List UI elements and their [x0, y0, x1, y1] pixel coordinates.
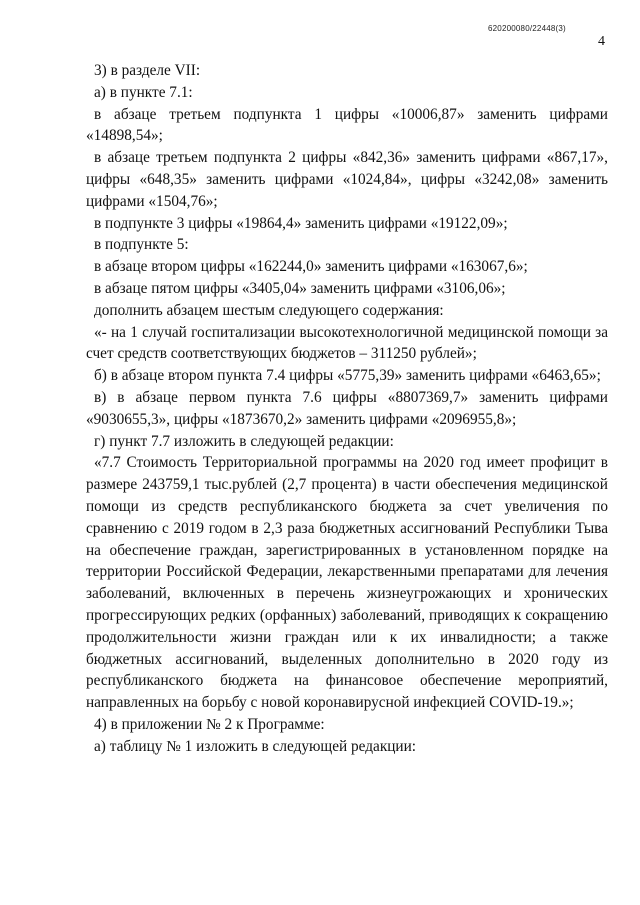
document-code: 620200080/22448(3)	[488, 24, 566, 33]
paragraph: в подпункте 3 цифры «19864,4» заменить цифрами «19122,09»;	[94, 214, 508, 232]
paragraph-item-a: а) в пункте 7.1:	[94, 83, 193, 101]
paragraph-item-b: б) в абзаце втором пункта 7.4 цифры «5775,39» заменить цифрами «6463,65»;	[94, 367, 601, 385]
paragraph: дополнить абзацем шестым следующего содержания:	[94, 301, 444, 319]
paragraph: в абзаце третьем подпункта 2 цифры «842,36» заменить цифрами «867,17», цифры «648,35» заменить цифрами «1024,84», цифры «3242,08» заменить цифрами «1504,76»;	[86, 149, 608, 210]
paragraph-quote-7-7: «7.7 Стоимость Территориальной программы на 2020 год имеет профицит в размере 243759,1 тыс.рублей (2,7 процента) в части обеспечения медицинской помощи из средств республиканского бюджета за счет увеличения по сравнению с 2019 годом в 2,3 раза бюджетных ассигнований Республики Тыва на обеспечение граждан, зарегистрированных в установленном порядке на территории Российской Федерации, лекарственными препаратами для лечения заболеваний, включенных в перечень жизнеугрожающих и хронических прогрессирующих редких (орфанных) заболеваний, приводящих к сокращению продолжительности жизни граждан или к их инвалидности; а также бюджетных ассигнований, выделенных дополнительно в 2020 году из республиканского бюджета на финансовое обеспечение мероприятий, направленных на борьбу с новой коронавирусной инфекцией COVID-19.»;	[86, 454, 608, 712]
paragraph-item-v: в) в абзаце первом пункта 7.6 цифры «8807369,7» заменить цифрами «9030655,3», цифры «1873670,2» заменить цифрами «2096955,8»;	[86, 388, 608, 428]
paragraph-item-a-table: а) таблицу № 1 изложить в следующей редакции:	[94, 737, 417, 755]
paragraph-section-heading: 3) в разделе VII:	[94, 62, 201, 79]
page-number: 4	[598, 34, 605, 49]
paragraph: в абзаце пятом цифры «3405,04» заменить цифрами «3106,06»;	[94, 279, 506, 297]
paragraph: в подпункте 5:	[94, 236, 189, 254]
document-body	[86, 60, 608, 758]
paragraph-quote: «- на 1 случай госпитализации высокотехнологичной медицинской помощи за счет средств соответствующих бюджетов – 311250 рублей»;	[86, 323, 608, 363]
paragraph-section-4: 4) в приложении № 2 к Программе:	[94, 715, 325, 733]
paragraph: в абзаце третьем подпункта 1 цифры «10006,87» заменить цифрами «14898,54»;	[86, 105, 608, 145]
paragraph: в абзаце втором цифры «162244,0» заменить цифрами «163067,6»;	[94, 258, 528, 276]
paragraph-item-g: г) пункт 7.7 изложить в следующей редакции:	[94, 432, 394, 450]
